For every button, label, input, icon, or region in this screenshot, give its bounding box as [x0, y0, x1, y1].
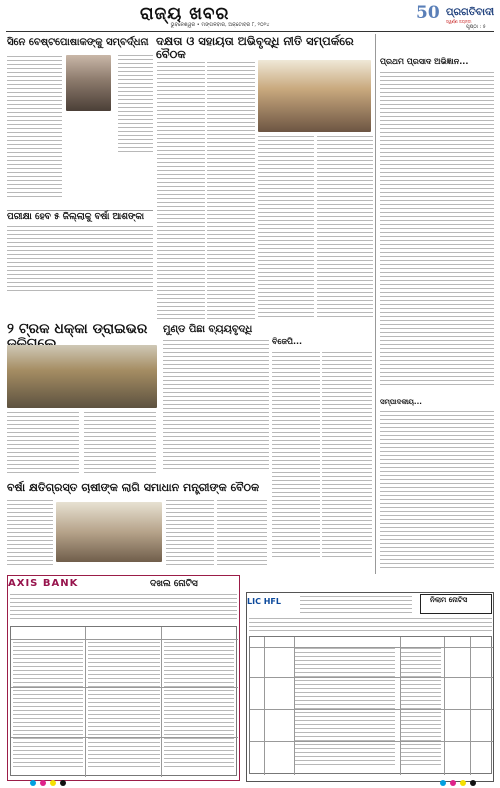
column-rule: [375, 34, 376, 574]
article-body: [217, 500, 267, 568]
ad-body: [13, 642, 83, 772]
article-headline: ବିଜେପି...: [272, 337, 303, 346]
article-photo: [258, 60, 371, 132]
article-body: [380, 72, 494, 388]
article-body: [272, 352, 320, 562]
article-body: [7, 412, 79, 477]
logo-number: 50: [416, 3, 440, 23]
lic-notice-title: ନିଲାମ ନୋଟିସ: [430, 596, 468, 604]
article-headline: ପ୍ରଥମ ପ୍ରସାଦ ଅଭିଜ୍ଞାନ...: [380, 57, 469, 66]
ad-body: [295, 648, 395, 770]
article-headline: ସିନେ ବେଷ୍ଟପୋଷାକଙ୍କୁ ସମ୍ବର୍ଦ୍ଧନା: [7, 37, 149, 48]
registration-mark: [440, 780, 446, 786]
ad-body: [164, 642, 234, 772]
article-body: [258, 136, 314, 322]
article-photo: [66, 55, 111, 111]
registration-mark: [450, 780, 456, 786]
article-body: [380, 411, 494, 574]
registration-mark: [60, 780, 66, 786]
article-body: [118, 55, 153, 155]
article-body: [317, 136, 373, 322]
registration-mark: [30, 780, 36, 786]
registration-mark: [40, 780, 46, 786]
registration-mark: [470, 780, 476, 786]
ad-body: [401, 648, 441, 770]
article-body: [7, 226, 153, 296]
ad-body: [88, 642, 160, 772]
logo-subtitle: ସ୍ୱର୍ଣ୍ଣ ଜୟନ୍ତୀ: [446, 19, 472, 24]
registration-mark: [460, 780, 466, 786]
masthead: [0, 0, 500, 30]
article-photo: [7, 345, 157, 408]
registration-mark: [50, 780, 56, 786]
divider: [7, 210, 153, 211]
axis-bank-logo: AXIS BANK: [8, 578, 79, 589]
article-body: [7, 56, 62, 206]
article-body: [322, 352, 372, 562]
page-number: ପୃଷ୍ଠା : ୫: [466, 24, 486, 30]
date-line: ଭୁବନେଶ୍ୱର • ମଙ୍ଗଳବାର, ଅକ୍ଟୋବର ୮, ୨୦୨୪: [170, 22, 270, 28]
article-headline: ସମ୍ପାଦକୀୟ...: [380, 398, 422, 406]
article-photo: [56, 502, 162, 562]
article-headline: ଦକ୍ଷତା ଓ ସହାୟତା ଅଭିବୃଦ୍ଧି ନୀତି ସମ୍ପର୍କରେ ବୈଠକ: [156, 34, 354, 61]
article-body: [157, 62, 205, 322]
newspaper-logo: [416, 3, 496, 25]
article-body: [84, 412, 156, 477]
axis-notice-title: ଦଖଲ ନୋଟିସ: [150, 579, 198, 589]
section-title: ରାଜ୍ୟ ଖବର: [140, 4, 230, 24]
masthead-rule: [6, 31, 494, 32]
article-body: [7, 500, 53, 568]
article-headline: ବର୍ଷା କ୍ଷତିଗ୍ରସ୍ତ ଚାଷୀଙ୍କ ଲାଗି ସମାଧାନ ମନ୍ତ୍ରୀଙ୍କ ବୈଠକ: [7, 481, 260, 494]
article-headline: ପରୀକ୍ଷା ହେବ ୫ ଜିଲ୍ଲାକୁ ବର୍ଷା ଆଶଙ୍କା: [7, 212, 145, 222]
article-body: [207, 62, 255, 322]
logo-name: ପ୍ରଗତିବାଦୀ: [446, 7, 495, 18]
lic-hfl-logo: LIC HFL: [247, 597, 281, 606]
article-body: [163, 340, 269, 475]
article-headline: ମୁଣ୍ଡ ପିଛା ବ୍ୟୟବୃଦ୍ଧି: [163, 324, 253, 335]
ad-body: [10, 594, 237, 624]
article-body: [166, 500, 214, 568]
ad-body: [300, 596, 412, 616]
ad-body: [249, 618, 492, 634]
article-headline: ୨ ଟ୍ରକ ଧକ୍କା ଡ୍ରାଇଭର: [7, 321, 148, 337]
